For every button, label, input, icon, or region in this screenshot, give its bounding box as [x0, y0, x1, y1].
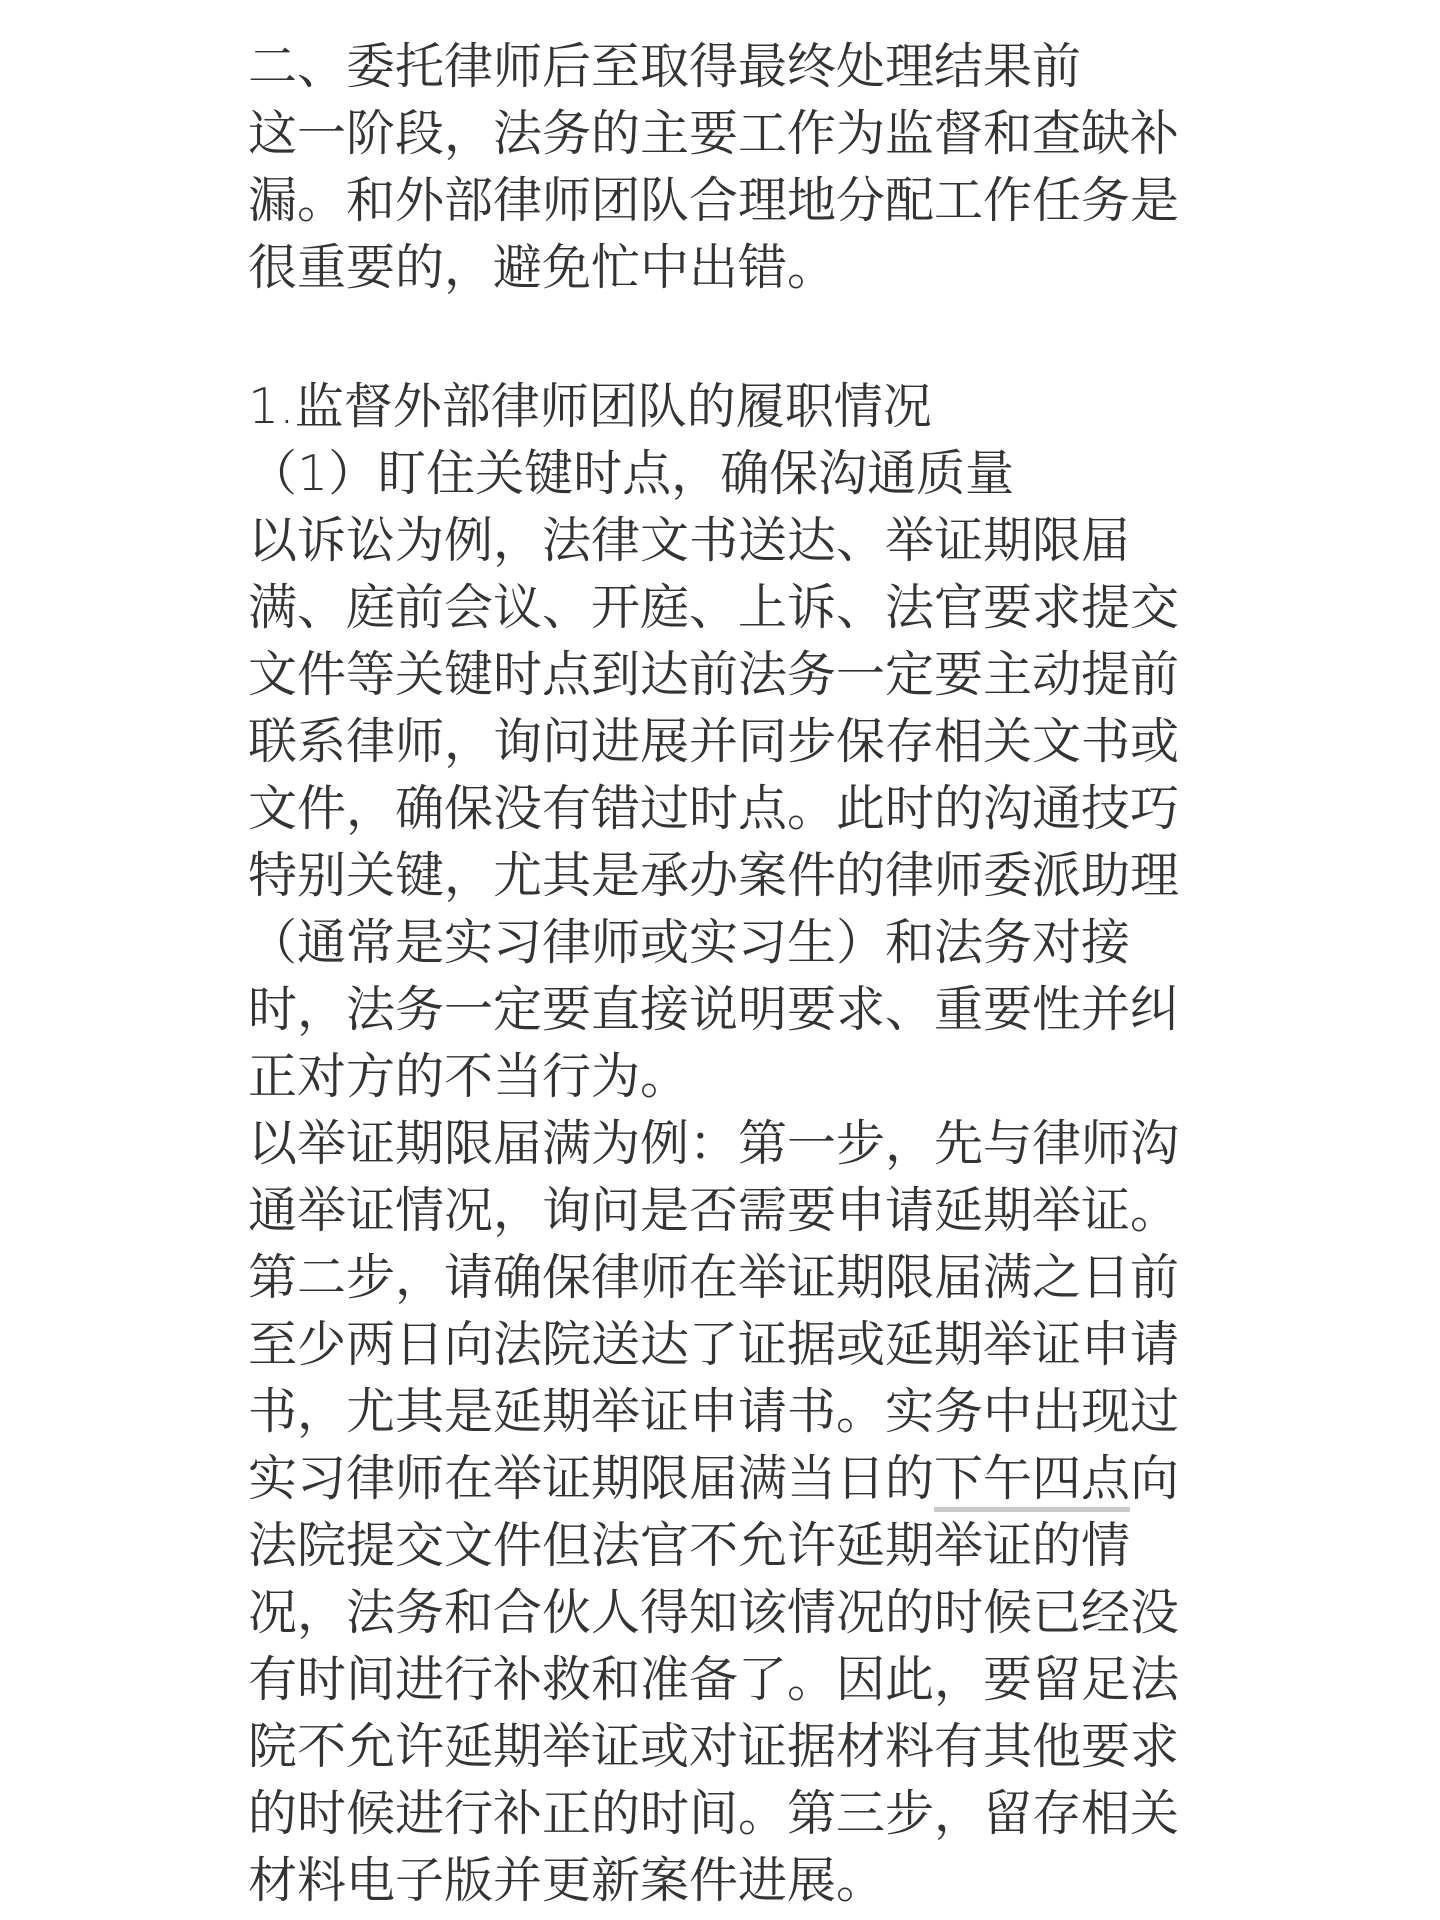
text-column — [248, 33, 1198, 1914]
paragraph-spacer — [248, 301, 1198, 373]
underlined-text: 下午四点 — [934, 1450, 1130, 1512]
text-segment: 以举证期限届满为例：第一步，先与律师沟通举证情况，询问是否需要申请延期举证。第二步，请确保律师在举证期限届满之日前至少两日向法院送达了证据或延期举证申请书，尤其是延期举证申请书。实务中出现过实习律师在举证期限届满当日的 — [248, 1115, 1180, 1507]
paragraph — [248, 1110, 1198, 1914]
text-segment: 二、委托律师后至取得最终处理结果前 — [248, 38, 1082, 95]
text-segment: （1）盯住关键时点，确保沟通质量 — [248, 445, 1015, 502]
paragraph — [248, 440, 1198, 507]
paragraph — [248, 33, 1198, 100]
text-segment: 以诉讼为例，法律文书送达、举证期限届满、庭前会议、开庭、上诉、法官要求提交文件等关键时点到达前法务一定要主动提前联系律师，询问进展并同步保存相关文书或文件，确保没有错过时点。此时的沟通技巧特别关键，尤其是承办案件的律师委派助理（通常是实习律师或实习生）和法务对接时，法务一定要直接说明要求、重要性并纠正对方的不当行为。 — [248, 512, 1180, 1105]
text-segment: 向法院提交文件但法官不允许延期举证的情况，法务和合伙人得知该情况的时候已经没有时间进行补救和准备了。因此，要留足法院不允许延期举证或对证据材料有其他要求的时候进行补正的时间。第三步，留存相关材料电子版并更新案件进展。 — [248, 1450, 1180, 1909]
text-segment: 1.监督外部律师团队的履职情况 — [248, 378, 932, 435]
text-segment: 这一阶段，法务的主要工作为监督和查缺补漏。和外部律师团队合理地分配工作任务是很重要的，避免忙中出错。 — [248, 105, 1180, 296]
paragraph — [248, 373, 1198, 440]
paragraph — [248, 507, 1198, 1110]
paragraph — [248, 100, 1198, 301]
